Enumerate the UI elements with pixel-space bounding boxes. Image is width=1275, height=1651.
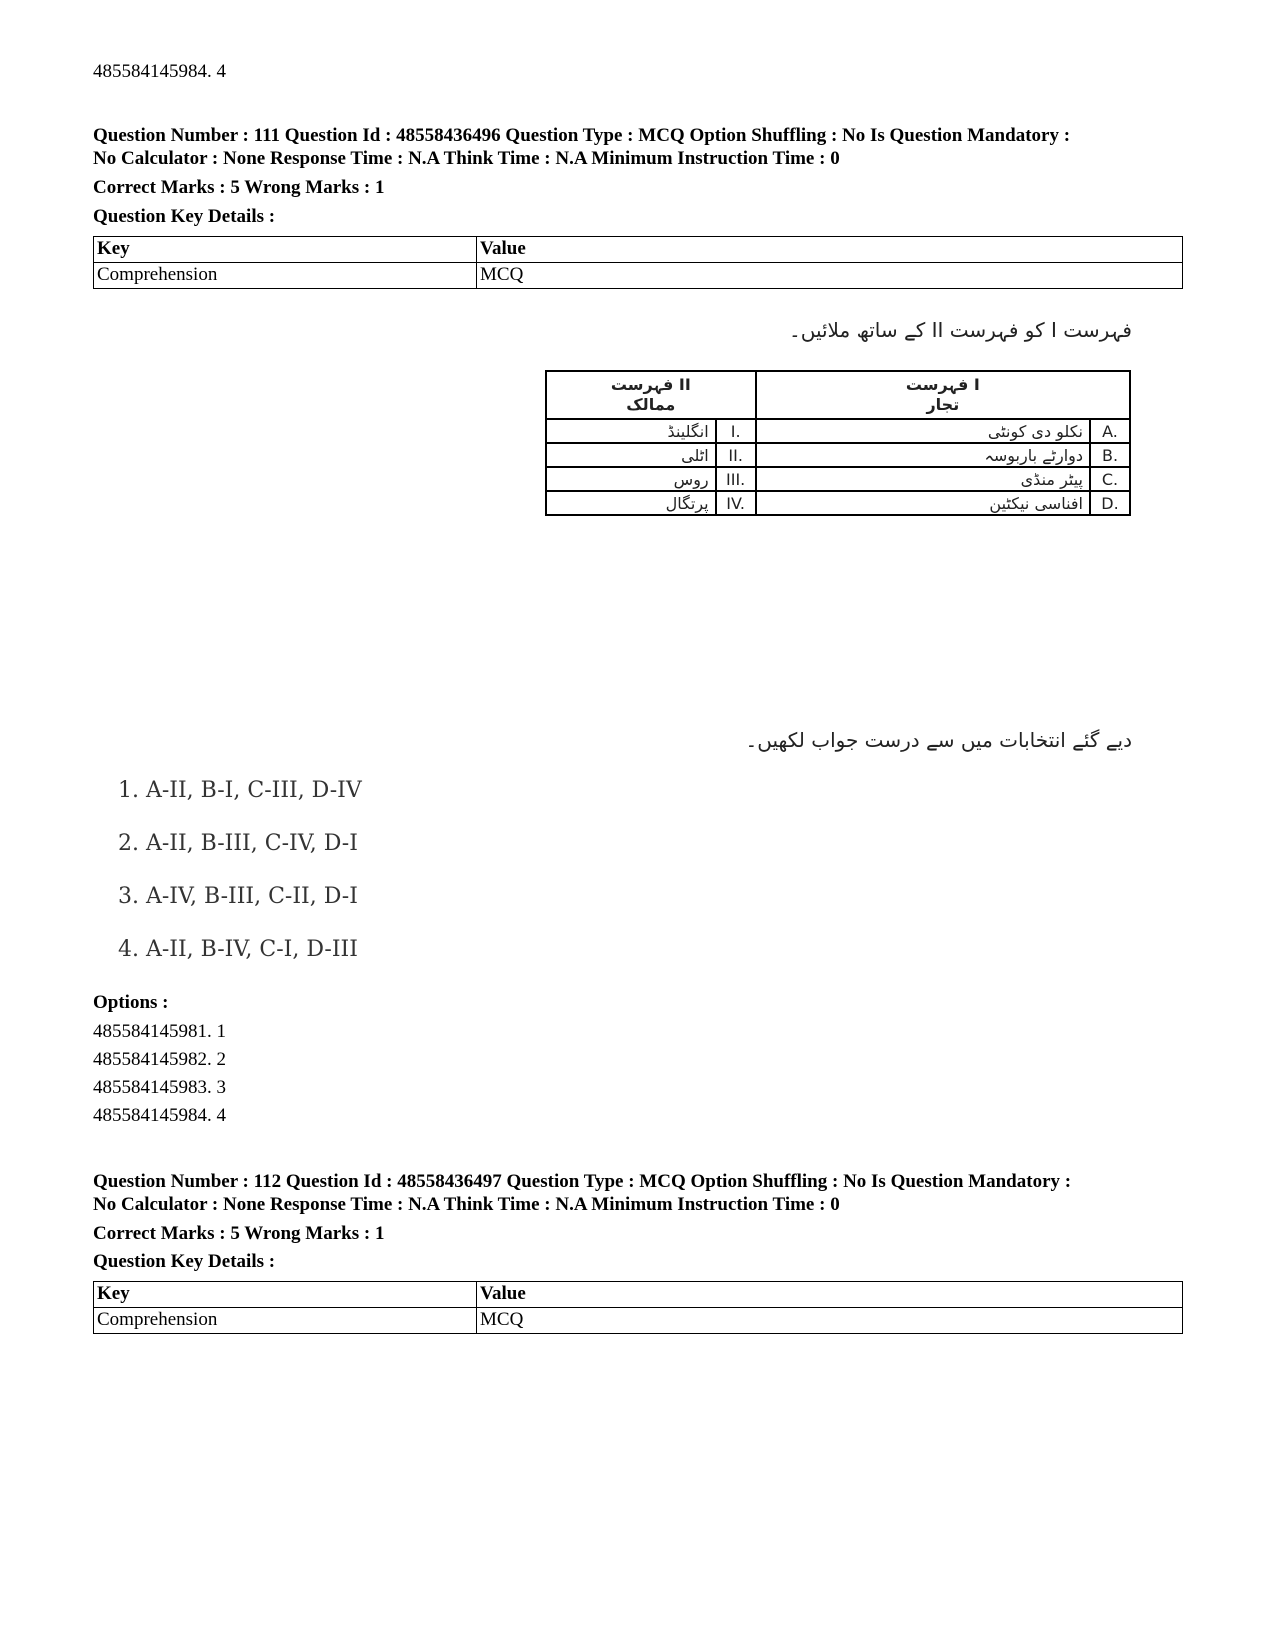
q111-header-line2: No Calculator : None Response Time : N.A Think Time : N.A Minimum Instruction Time : 0 xyxy=(93,148,840,169)
options-label: Options : xyxy=(93,992,169,1013)
q112-key-table xyxy=(93,1281,1183,1334)
option-line-4: 485584145984. 4 xyxy=(93,1105,226,1126)
previous-option-line: 485584145984. 4 xyxy=(93,61,226,82)
key-header-cell: Key xyxy=(94,237,477,263)
list1-title: فہرست I xyxy=(905,375,980,394)
list1-subtitle: تجار xyxy=(926,395,960,414)
list2-item-text: روس xyxy=(546,467,716,491)
list2-title: فہرست II xyxy=(610,375,691,394)
list1-item-label: D. xyxy=(1090,491,1130,515)
q112-header-line2: No Calculator : None Response Time : N.A Think Time : N.A Minimum Instruction Time : 0 xyxy=(93,1194,840,1215)
option-line-1: 485584145981. 1 xyxy=(93,1021,226,1042)
list2-item-label: II. xyxy=(716,443,756,467)
list1-item-label: B. xyxy=(1090,443,1130,467)
q112-key-details-label: Question Key Details : xyxy=(93,1251,276,1272)
q112-header-line1: Question Number : 112 Question Id : 48558436497 Question Type : MCQ Option Shuffling : No Is Question Mandatory : xyxy=(93,1171,1072,1192)
list1-item-label: A. xyxy=(1090,419,1130,443)
list1-item-text: پیٹر منڈی xyxy=(756,467,1090,491)
option-line-2: 485584145982. 2 xyxy=(93,1049,226,1070)
q112-marks: Correct Marks : 5 Wrong Marks : 1 xyxy=(93,1223,385,1244)
value-cell: MCQ xyxy=(477,1308,1183,1334)
list2-item-label: IV. xyxy=(716,491,756,515)
option-line-3: 485584145983. 3 xyxy=(93,1077,226,1098)
value-cell: MCQ xyxy=(477,263,1183,289)
list1-item-text: نکلو دی کونٹی xyxy=(756,419,1090,443)
answer-choice-3: 3. A-IV, B-III, C-II, D-I xyxy=(118,884,358,909)
match-table xyxy=(545,370,1131,516)
list2-item-label: III. xyxy=(716,467,756,491)
list1-item-label: C. xyxy=(1090,467,1130,491)
list1-item-text: دوارٹے باربوسہ xyxy=(756,443,1090,467)
q111-key-details-label: Question Key Details : xyxy=(93,206,276,227)
value-header-cell: Value xyxy=(477,1282,1183,1308)
list1-header xyxy=(756,371,1130,419)
list2-item-text: انگلینڈ xyxy=(546,419,716,443)
list2-subtitle: ممالک xyxy=(626,395,676,414)
answer-choice-2: 2. A-II, B-III, C-IV, D-I xyxy=(118,831,358,856)
answer-choice-1: 1. A-II, B-I, C-III, D-IV xyxy=(118,778,362,803)
match-row xyxy=(546,419,1130,443)
list1-item-text: افناسی نیکٹین xyxy=(756,491,1090,515)
list2-header xyxy=(546,371,756,419)
value-header-cell: Value xyxy=(477,237,1183,263)
key-cell: Comprehension xyxy=(94,263,477,289)
q111-header-line1: Question Number : 111 Question Id : 48558436496 Question Type : MCQ Option Shuffling : No Is Question Mandatory : xyxy=(93,125,1071,146)
urdu-answer-instruction: دیے گئے انتخابات میں سے درست جواب لکھیں۔ xyxy=(745,728,1132,752)
urdu-match-instruction: فہرست I کو فہرست II کے ساتھ ملائیں۔ xyxy=(789,318,1132,342)
match-row xyxy=(546,491,1130,515)
q111-marks: Correct Marks : 5 Wrong Marks : 1 xyxy=(93,177,385,198)
match-row xyxy=(546,467,1130,491)
q111-key-table xyxy=(93,236,1183,289)
answer-choice-4: 4. A-II, B-IV, C-I, D-III xyxy=(118,937,358,962)
list2-item-text: پرتگال xyxy=(546,491,716,515)
key-header-cell: Key xyxy=(94,1282,477,1308)
match-row xyxy=(546,443,1130,467)
key-cell: Comprehension xyxy=(94,1308,477,1334)
list2-item-label: I. xyxy=(716,419,756,443)
list2-item-text: اٹلی xyxy=(546,443,716,467)
